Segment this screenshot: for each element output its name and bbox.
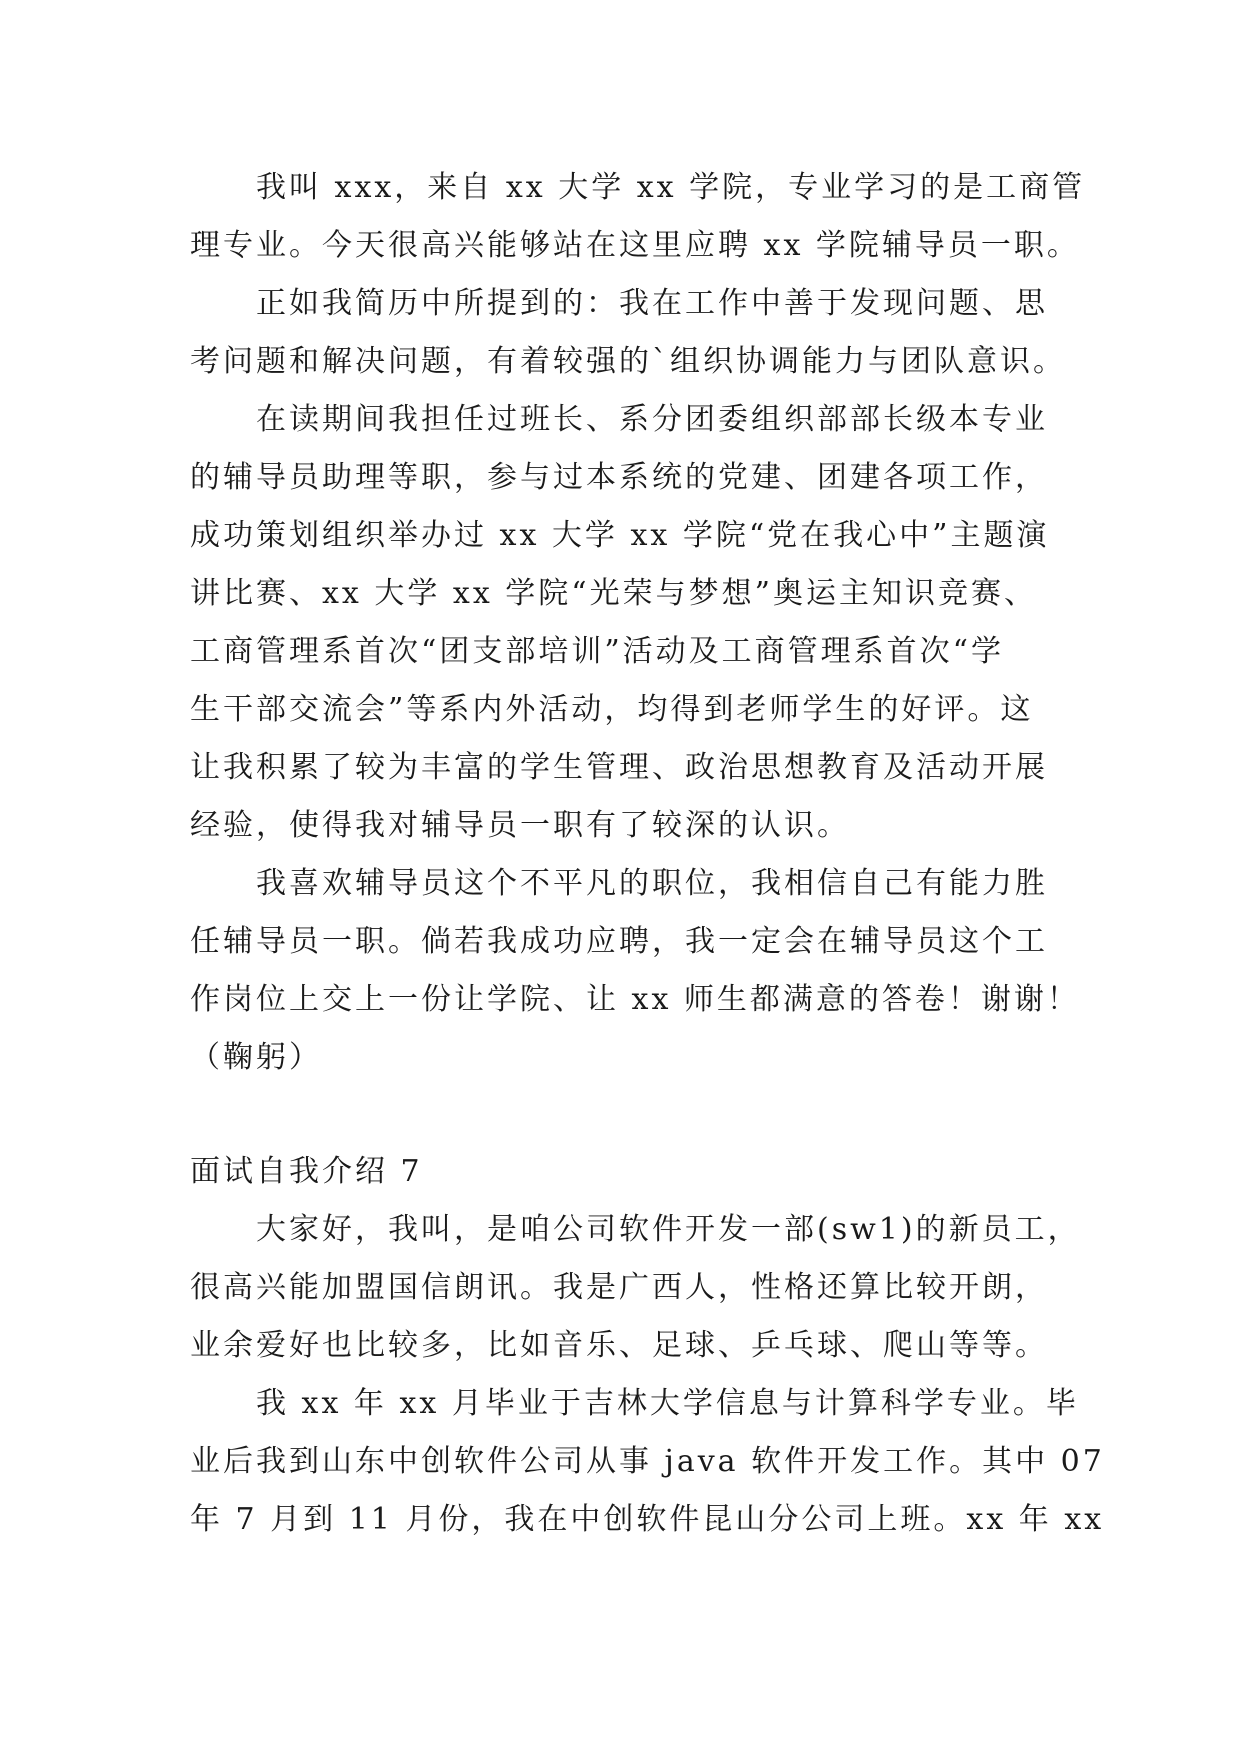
- text-line: 工商管理系首次“团支部培训”活动及工商管理系首次“学: [190, 634, 1005, 669]
- text-line: 的辅导员助理等职，参与过本系统的党建、团建各项工作，: [190, 460, 1048, 495]
- text-line: 业后我到山东中创软件公司从事 java 软件开发工作。其中 07: [190, 1444, 1105, 1479]
- text-line: 我叫 xxx，来自 xx 大学 xx 学院，专业学习的是工商管: [256, 170, 1086, 205]
- section-heading: 面试自我介绍 7: [190, 1154, 423, 1189]
- text-line: 讲比赛、xx 大学 xx 学院“光荣与梦想”奥运主知识竞赛、: [190, 576, 1037, 611]
- text-line: 成功策划组织举办过 xx 大学 xx 学院“党在我心中”主题演: [190, 518, 1050, 553]
- text-line: 我 xx 年 xx 月毕业于吉林大学信息与计算科学专业。毕: [256, 1386, 1079, 1421]
- text-line: 大家好，我叫，是咱公司软件开发一部(sw1)的新员工，: [256, 1212, 1081, 1247]
- text-line: 考问题和解决问题，有着较强的`组织协调能力与团队意识。: [190, 344, 1066, 379]
- text-line: 任辅导员一职。倘若我成功应聘，我一定会在辅导员这个工: [190, 924, 1048, 959]
- text-line: 很高兴能加盟国信朗讯。我是广西人，性格还算比较开朗，: [190, 1270, 1048, 1305]
- text-line: 年 7 月到 11 月份，我在中创软件昆山分公司上班。xx 年 xx: [190, 1502, 1105, 1537]
- text-line: 正如我简历中所提到的：我在工作中善于发现问题、思: [256, 286, 1048, 321]
- text-line: （鞠躬）: [190, 1040, 322, 1075]
- text-line: 业余爱好也比较多，比如音乐、足球、乒乓球、爬山等等。: [190, 1328, 1048, 1363]
- text-line: 作岗位上交上一份让学院、让 xx 师生都满意的答卷！谢谢！: [190, 982, 1080, 1017]
- text-line: 生干部交流会”等系内外活动，均得到老师学生的好评。这: [190, 692, 1034, 727]
- text-line: 理专业。今天很高兴能够站在这里应聘 xx 学院辅导员一职。: [190, 228, 1080, 263]
- text-line: 我喜欢辅导员这个不平凡的职位，我相信自己有能力胜: [256, 866, 1048, 901]
- text-line: 让我积累了较为丰富的学生管理、政治思想教育及活动开展: [190, 750, 1048, 785]
- text-line: 经验，使得我对辅导员一职有了较深的认识。: [190, 808, 850, 843]
- text-line: 在读期间我担任过班长、系分团委组织部部长级本专业: [256, 402, 1048, 437]
